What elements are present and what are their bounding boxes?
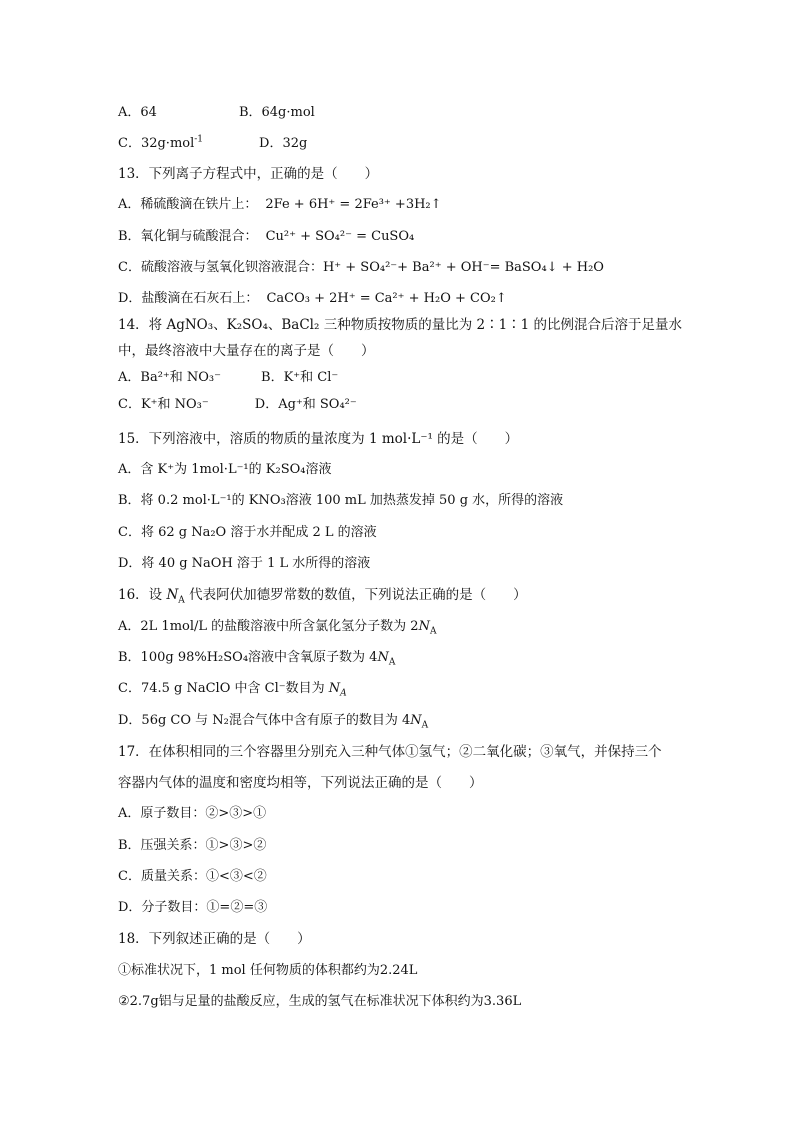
q13-option-d: D．盐酸滴在石灰石上： CaCO₃ + 2H⁺ = Ca²⁺ + H₂O + CO₂↑ — [118, 291, 507, 306]
q14-row-cd — [118, 396, 357, 414]
q17-stem-line1: 17．在体积相同的三个容器里分别充入三种气体①氢气；②二氧化碳；③氧气，并保持三个 — [118, 744, 662, 760]
q12-row-cd — [118, 135, 307, 153]
q17-option-b: B．压强关系：①>③>② — [118, 838, 267, 853]
q14-option-a: A．Ba²⁺和 NO₃⁻ — [118, 370, 222, 385]
q18-stem: 18．下列叙述正确的是（ ） — [118, 931, 311, 947]
q15-option-c: C．将 62 g Na₂O 溶于水并配成 2 L 的溶液 — [118, 525, 377, 540]
q18-statement-2: ②2.7g铝与足量的盐酸反应，生成的氢气在标准状况下体积约为3.36L — [118, 994, 522, 1009]
q13-option-c: C．硫酸溶液与氢氧化钡溶液混合：H⁺ + SO₄²⁻+ Ba²⁺ + OH⁻= BaSO₄↓ + H₂O — [118, 260, 604, 275]
q17-option-c: C．质量关系：①<③<② — [118, 869, 267, 884]
q14-option-b: B．K⁺和 Cl⁻ — [261, 370, 339, 385]
q13-stem: 13．下列离子方程式中，正确的是（ ） — [118, 166, 379, 182]
q16-option-d: D．56g CO 与 N₂混合气体中含有原子的数目为 $4N_A$ — [118, 713, 429, 731]
q14-option-d: D．Ag⁺和 SO₄²⁻ — [254, 397, 357, 412]
q13-option-a: A．稀硫酸滴在铁片上： 2Fe + 6H⁺ = 2Fe³⁺ +3H₂↑ — [118, 197, 442, 212]
q14-stem-line2: 中，最终溶液中大量存在的离子是（ ） — [118, 343, 375, 359]
q16-option-c: C．74.5 g NaClO 中含 Cl⁻数目为 $N_A$ — [118, 681, 347, 699]
q13-option-b: B．氧化铜与硫酸混合： Cu²⁺ + SO₄²⁻ = CuSO₄ — [118, 229, 415, 244]
q17-option-a: A．原子数目：②>③>① — [118, 806, 267, 821]
q17-stem-line2: 容器内气体的温度和密度均相等，下列说法正确的是（ ） — [118, 775, 483, 791]
q12-option-b: B．64g·mol — [238, 105, 315, 120]
q14-stem-line1: 14．将 AgNO₃、K₂SO₄、BaCl₂ 三种物质按物质的量比为 2∶1∶1 的比例混合后溶于足量水 — [118, 317, 683, 333]
q16-option-b: B．100g 98%H₂SO₄溶液中含氧原子数为 $4N_A$ — [118, 650, 396, 668]
q16-stem: 16．设 $N_A$ 代表阿伏加德罗常数的数值，下列说法正确的是（ ） — [118, 587, 527, 606]
q12-option-d: D．32g — [259, 136, 308, 151]
q16-option-a: A．2L 1mol/L 的盐酸溶液中所含氯化氢分子数为 $2N_A$ — [118, 619, 437, 637]
q12-option-a: A．64 — [118, 105, 157, 120]
q15-option-a: A．含 K⁺为 1mol·L⁻¹的 K₂SO₄溶液 — [118, 462, 332, 477]
q15-option-d: D．将 40 g NaOH 溶于 1 L 水所得的溶液 — [118, 556, 371, 571]
q14-option-c: C．K⁺和 NO₃⁻ — [118, 397, 209, 412]
q12-row-ab — [118, 104, 315, 122]
q12-option-c: C．32g·mol$^{-1}$ — [118, 134, 204, 151]
q18-statement-1: ①标准状况下，1 mol 任何物质的体积都约为2.24L — [118, 963, 418, 978]
q14-row-ab — [118, 369, 338, 387]
q15-option-b: B．将 0.2 mol·L⁻¹的 KNO₃溶液 100 mL 加热蒸发掉 50 g 水，所得的溶液 — [118, 493, 564, 508]
q17-option-d: D．分子数目：①=②=③ — [118, 900, 268, 915]
q15-stem: 15．下列溶液中，溶质的物质的量浓度为 1 mol·L⁻¹ 的是（ ） — [118, 431, 519, 447]
